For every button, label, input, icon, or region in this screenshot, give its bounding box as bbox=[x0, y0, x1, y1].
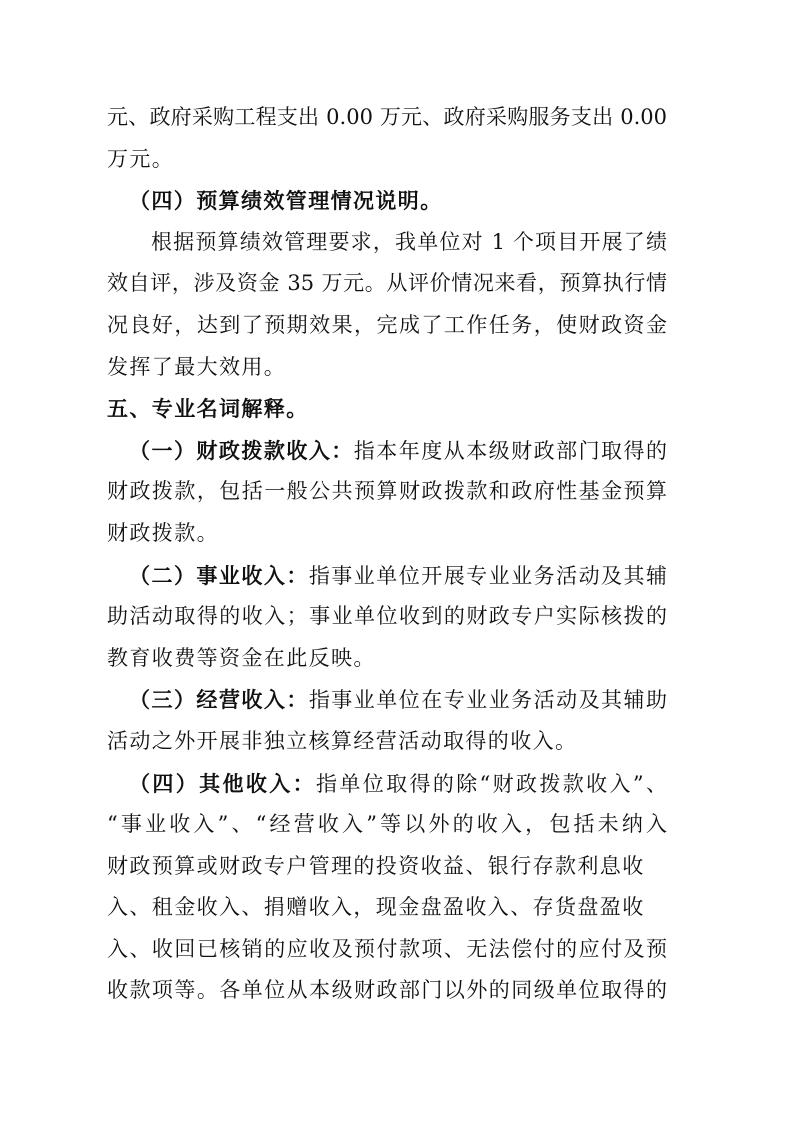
text-line: 况良好，达到了预期效果，完成了工作任务，使财政资金 bbox=[107, 312, 667, 337]
definition-term: （二）事业收入： bbox=[129, 562, 309, 588]
text-line: 元、政府采购工程支出 0.00 万元、政府采购服务支出 0.00 bbox=[107, 105, 667, 129]
text-line: 效自评，涉及资金 35 万元。从评价情况来看，预算执行情 bbox=[107, 271, 667, 296]
text-line: 财政拨款，包括一般公共预算财政拨款和政府性基金预算 bbox=[107, 479, 667, 504]
definition-text: 指事业单位开展专业业务活动及其辅 bbox=[308, 563, 667, 588]
definition-first-line bbox=[107, 679, 667, 721]
text-line: “事业收入”、“经营收入”等以外的收入，包括未纳入 bbox=[107, 812, 667, 837]
text-line: 根据预算绩效管理要求，我单位对 1 个项目开展了绩 bbox=[151, 229, 667, 254]
definition-term: （三）经营收入： bbox=[129, 687, 309, 713]
text-line: 财政预算或财政专户管理的投资收益、银行存款利息收 bbox=[107, 853, 645, 878]
text-line: 发挥了最大效用。 bbox=[107, 354, 287, 379]
document-body bbox=[107, 97, 667, 1012]
definition-first-line bbox=[107, 555, 667, 597]
definition-term: （一）财政拨款收入： bbox=[129, 437, 354, 463]
definition-term: （四）其他收入： bbox=[129, 770, 316, 796]
text-line: 收款项等。各单位从本级财政部门以外的同级单位取得的 bbox=[107, 978, 667, 1003]
text-line: 助活动取得的收入；事业单位收到的财政专户实际核拨的 bbox=[107, 604, 667, 629]
text-line: 教育收费等资金在此反映。 bbox=[107, 645, 376, 670]
definition-first-line bbox=[107, 763, 667, 805]
section-heading: 五、专业名词解释。 bbox=[107, 396, 309, 422]
definition-text: 指单位取得的除“财政拨款收入”、 bbox=[315, 771, 667, 796]
text-line: 财政拨款。 bbox=[107, 520, 219, 545]
definition-text: 指本年度从本级财政部门取得的 bbox=[353, 438, 667, 463]
subheading-performance: （四）预算绩效管理情况说明。 bbox=[129, 188, 443, 214]
definition-first-line bbox=[107, 430, 667, 472]
definition-text: 指事业单位在专业业务活动及其辅助 bbox=[308, 688, 667, 713]
text-line: 入、收回已核销的应收及预付款项、无法偿付的应付及预 bbox=[107, 936, 667, 961]
text-line: 入、租金收入、捐赠收入，现金盘盈收入、存货盘盈收 bbox=[107, 895, 645, 920]
text-line: 活动之外开展非独立核算经营活动取得的收入。 bbox=[107, 728, 578, 753]
text-line: 万元。 bbox=[107, 146, 175, 171]
